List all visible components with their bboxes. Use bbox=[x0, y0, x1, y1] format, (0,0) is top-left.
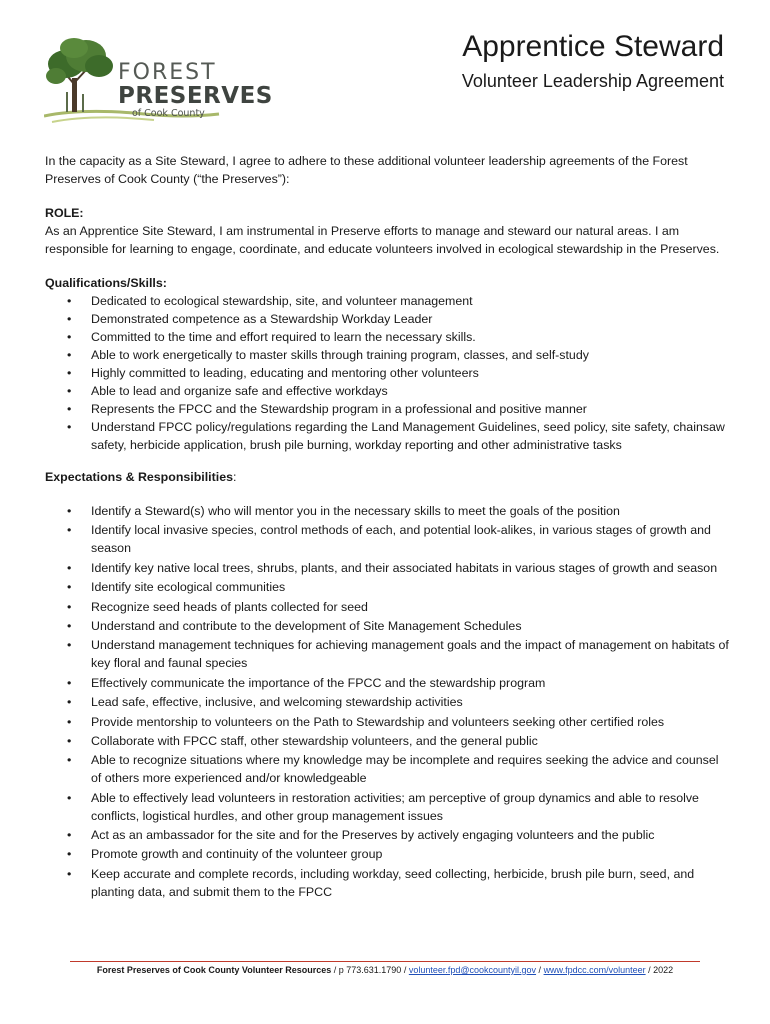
intro-paragraph: In the capacity as a Site Steward, I agree to adhere to these additional volunteer leadership agreements of the Forest Preserves of Cook County (“the Preserves”): bbox=[45, 154, 688, 186]
list-item: • Demonstrated competence as a Stewardship Workday Leader bbox=[45, 310, 730, 328]
footer-email-link[interactable]: volunteer.fpd@cookcountyil.gov bbox=[408, 965, 537, 975]
footer-separator: / bbox=[536, 965, 544, 975]
list-item: • Highly committed to leading, educating and mentoring other volunteers bbox=[45, 364, 730, 382]
footer bbox=[0, 965, 770, 975]
logo-cook-county-text: of Cook County bbox=[132, 108, 205, 119]
list-item: • Represents the FPCC and the Stewardship program in a professional and positive manner bbox=[45, 400, 730, 418]
document-body bbox=[45, 152, 730, 902]
footer-website-link[interactable]: www.fpdcc.com/volunteer bbox=[543, 965, 646, 975]
list-item: • Able to effectively lead volunteers in restoration activities; am perceptive of group dynamics and able to resolve conflicts, logistical hurdles, and other group management issues bbox=[45, 789, 730, 825]
list-item: • Understand management techniques for achieving management goals and the impact of management on habitats of key floral and faunal species bbox=[45, 636, 730, 672]
list-item: • Able to work energetically to master skills through training program, classes, and self-study bbox=[45, 346, 730, 364]
list-item: • Identify key native local trees, shrubs, plants, and their associated habitats in various stages of growth and season bbox=[45, 559, 730, 577]
list-item: • Committed to the time and effort required to learn the necessary skills. bbox=[45, 328, 730, 346]
expectations-list bbox=[45, 502, 730, 901]
list-item: • Identify a Steward(s) who will mentor you in the necessary skills to meet the goals of the position bbox=[45, 502, 730, 520]
footer-org: Forest Preserves of Cook County Volunteer Resources bbox=[96, 965, 332, 975]
list-item: • Able to recognize situations where my knowledge may be incomplete and requires seeking the advice and counsel of others more experienced and/or knowledgeable bbox=[45, 751, 730, 787]
list-item: • Understand and contribute to the development of Site Management Schedules bbox=[45, 617, 730, 635]
expectations-heading-colon: : bbox=[232, 470, 237, 484]
page-title: Apprentice Steward bbox=[462, 30, 724, 63]
list-item: • Dedicated to ecological stewardship, site, and volunteer management bbox=[45, 292, 730, 310]
list-item: • Promote growth and continuity of the volunteer group bbox=[45, 845, 730, 863]
qualifications-list bbox=[45, 292, 730, 454]
role-paragraph: As an Apprentice Site Steward, I am instrumental in Preserve efforts to manage and steward our natural areas. I am responsible for learning to engage, coordinate, and educate volunteers involved in ecological stewardship in the Preserves. bbox=[45, 224, 720, 256]
expectations-heading: Expectations & Responsibilities bbox=[45, 470, 233, 484]
list-item: • Understand FPCC policy/regulations regarding the Land Management Guidelines, seed policy, site safety, chainsaw safety, herbicide application, brush pile burning, workday reporting and other administrative tasks bbox=[45, 418, 730, 454]
list-item: • Keep accurate and complete records, including workday, seed collecting, herbicide, brush pile burn, seed, and planting data, and submit them to the FPCC bbox=[45, 865, 730, 901]
list-item: • Recognize seed heads of plants collected for seed bbox=[45, 598, 730, 616]
list-item: • Identify local invasive species, control methods of each, and potential look-alikes, in various stages of growth and season bbox=[45, 521, 730, 557]
list-item: • Effectively communicate the importance of the FPCC and the stewardship program bbox=[45, 674, 730, 692]
list-item: • Collaborate with FPCC staff, other stewardship volunteers, and the general public bbox=[45, 732, 730, 750]
qualifications-heading: Qualifications/Skills: bbox=[45, 276, 167, 290]
role-heading: ROLE: bbox=[45, 206, 84, 220]
forest-preserves-logo bbox=[44, 34, 273, 130]
list-item: • Lead safe, effective, inclusive, and welcoming stewardship activities bbox=[45, 693, 730, 711]
footer-rule bbox=[70, 961, 700, 962]
list-item: • Act as an ambassador for the site and for the Preserves by actively engaging volunteers and the public bbox=[45, 826, 730, 844]
logo-preserves-text: PRESERVES bbox=[118, 83, 273, 109]
footer-phone: / p 773.631.1790 / bbox=[331, 965, 409, 975]
page-subtitle: Volunteer Leadership Agreement bbox=[461, 71, 724, 91]
expectations-heading-line bbox=[45, 468, 730, 486]
list-item: • Able to lead and organize safe and effective workdays bbox=[45, 382, 730, 400]
list-item: • Provide mentorship to volunteers on the Path to Stewardship and volunteers seeking other certified roles bbox=[45, 713, 730, 731]
list-item: • Identify site ecological communities bbox=[45, 578, 730, 596]
logo-forest-text: FOREST bbox=[118, 60, 217, 85]
footer-year: / 2022 bbox=[645, 965, 674, 975]
